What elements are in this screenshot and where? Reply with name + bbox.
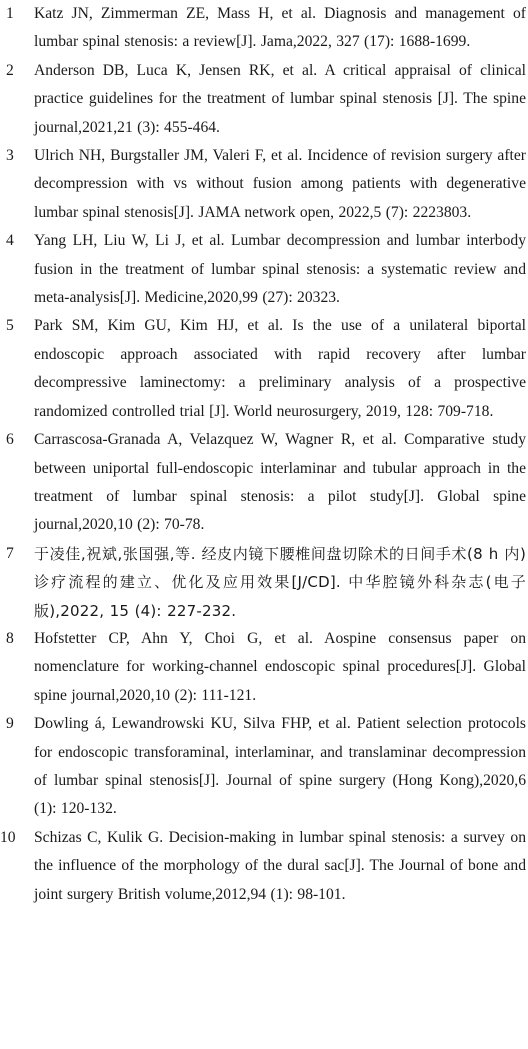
reference-number: 3 bbox=[6, 147, 14, 165]
reference-number: 10 bbox=[0, 828, 16, 846]
reference-item-6 bbox=[0, 426, 528, 540]
reference-item-10 bbox=[0, 824, 528, 909]
reference-item-9 bbox=[0, 710, 528, 824]
reference-number: 7 bbox=[6, 544, 14, 562]
reference-item-3 bbox=[0, 142, 528, 227]
reference-number: 1 bbox=[6, 5, 14, 22]
reference-item-4 bbox=[0, 227, 528, 312]
reference-item-7 bbox=[0, 540, 528, 625]
reference-text: Dowling á, Lewandrowski KU, Silva FHP, et al. Patient selection protocols for endoscopic transforaminal, interlaminar, and translaminar decompression of lumbar spinal stenosis[J]. Journal of spine surgery (Hong Kong),2020,6 (1): 120-132. bbox=[34, 715, 526, 818]
reference-item-5 bbox=[0, 312, 528, 426]
reference-text: Schizas C, Kulik G. Decision-making in lumbar spinal stenosis: a survey on the influence of the morphology of the dural sac[J]. The Journal of bone and joint surgery British volume,2012,94 (1): 98-101. bbox=[34, 828, 526, 903]
reference-number: 9 bbox=[6, 715, 14, 733]
reference-number: 4 bbox=[6, 232, 14, 250]
reference-text: Yang LH, Liu W, Li J, et al. Lumbar decompression and lumbar interbody fusion in the treatment of lumbar spinal stenosis: a systematic review and meta-analysis[J]. Medicine,2020,99 (27): 20323. bbox=[34, 232, 526, 307]
reference-number: 5 bbox=[6, 317, 14, 335]
reference-text: Carrascosa-Granada A, Velazquez W, Wagner R, et al. Comparative study between uniportal full-endoscopic interlaminar and tubular approach in the treatment of lumbar spinal stenosis: a pilot study[J]. Global spine journal,2020,10 (2): 70-78. bbox=[34, 431, 526, 534]
reference-text: Park SM, Kim GU, Kim HJ, et al. Is the use of a unilateral biportal endoscopic approach associated with rapid recovery after lumbar decompressive laminectomy: a preliminary analysis of a prospective randomized controlled trial [J]. World neurosurgery, 2019, 128: 709-718. bbox=[34, 317, 526, 420]
reference-text: 于凌佳,祝斌,张国强,等. 经皮内镜下腰椎间盘切除术的日间手术(8 h 内)诊疗流程的建立、优化及应用效果[J/CD]. 中华腔镜外科杂志(电子版),2022, 15 (4): 227-232. bbox=[34, 544, 526, 620]
reference-item-2 bbox=[0, 57, 528, 142]
reference-item-8 bbox=[0, 625, 528, 710]
reference-text: Ulrich NH, Burgstaller JM, Valeri F, et al. Incidence of revision surgery after decompression with vs without fusion among patients with degenerative lumbar spinal stenosis[J]. JAMA network open, 2022,5 (7): 2223803. bbox=[34, 147, 526, 221]
reference-text: Anderson DB, Luca K, Jensen RK, et al. A critical appraisal of clinical practice guidelines for the treatment of lumbar spinal stenosis [J]. The spine journal,2021,21 (3): 455-464. bbox=[34, 61, 526, 136]
reference-item-1 bbox=[0, 0, 528, 57]
reference-text: Katz JN, Zimmerman ZE, Mass H, et al. Diagnosis and management of lumbar spinal stenosis: a review[J]. Jama,2022, 327 (17): 1688-1699. bbox=[34, 5, 526, 51]
reference-number: 8 bbox=[6, 629, 14, 647]
reference-text: Hofstetter CP, Ahn Y, Choi G, et al. Aospine consensus paper on nomenclature for working-channel endoscopic spinal procedures[J]. Global spine journal,2020,10 (2): 111-121. bbox=[34, 629, 526, 704]
reference-number: 6 bbox=[6, 431, 14, 449]
reference-number: 2 bbox=[6, 61, 14, 79]
